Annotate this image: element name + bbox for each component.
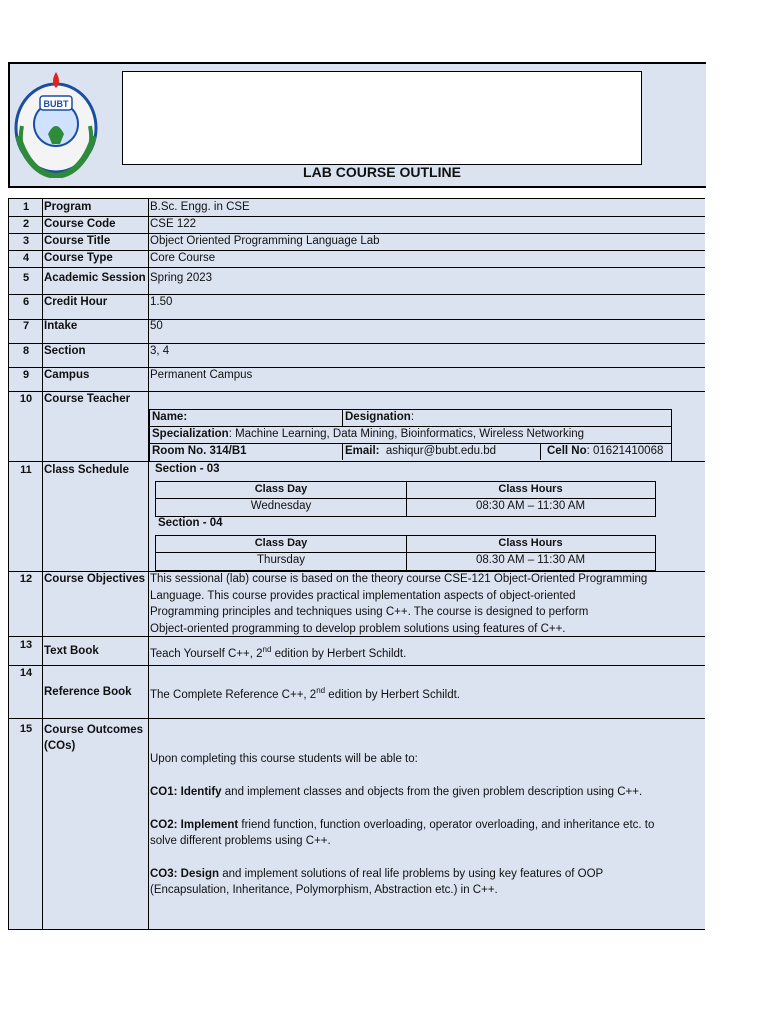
- teacher-cell: Cell No: 01621410068: [547, 445, 664, 457]
- reference-book-value: The Complete Reference C++, 2nd edition by Herbert Schildt.: [150, 686, 460, 701]
- co2: CO2: Implement friend function, function overloading, operator overloading, and inheritance etc. to solve different problems using C++.: [150, 819, 655, 847]
- schedule-table-section-04: Class Day Class Hours Thursday 08.30 AM – 11:30 AM: [155, 535, 656, 571]
- page-title: LAB COURSE OUTLINE: [303, 164, 461, 180]
- section-04-label: Section - 04: [158, 517, 223, 529]
- course-outline-table: 1 Program B.Sc. Engg. in CSE 2 Course Code CSE 122 3 Course Title Object Oriented Programming Language Lab 4 Course Type Core Course 5 Academic Session Spring 2023 6 Credit Hour 1.50 7 Intake 50 8 Section 3, 4 9 Campus Permanent Campus 10 Course Teacher Name: Designation: Specialization: Machine Learning, Data Mining, Bioinformatics, Wireless Networking Room No. 314/B1 Email: ashiqur@bubt.edu.bd Cell No: 01621410068 11 Class Schedule Section - 03 Class Day Class Hours Wednesday 08:30 AM – 11:30 AM Section - 04 Class Day Class Hours Thursday 08.30 AM – 11:30 AM 12 Course Objectives This sessional (lab) course is based on the theory course CSE-121 Object-Oriented Programming Language. This course provides practical implementation aspects of object-oriented Programming principles and techniques using C++. The course is designed to perform Object-oriented programming to develop problem solutions using features of C++. 13 Text Book Teach Yourself C++, 2nd edition by Herbert Schildt. 14 Reference Book The Complete Reference C++, 2nd edition by Herbert Schildt. 15 Course Outcomes (COs) Upon completing this course students will be able to: CO1: Identify and implement classes and objects from the given problem description using C++. CO2: Implement friend function, function overloading, operator overloading, and inheritance etc. to solve different problems using C++. CO3: Design and implement solutions of real life problems by using key features of OOP (Encapsulation, Inheritance, Polymorphism, Abstraction etc.) in C++.: [8, 198, 705, 930]
- course-outcomes-text: Upon completing this course students will be able to: CO1: Identify and implement classes and objects from the given problem description using C++. CO2: Implement friend function, function overloading, operator overloading, and inheritance etc. to solve different problems using C++. CO3: Design and implement solutions of real life problems by using key features of OOP (Encapsulation, Inheritance, Polymorphism, Abstraction etc.) in C++.: [150, 751, 675, 898]
- teacher-name-label: Name:: [152, 411, 188, 423]
- co3: CO3: Design and implement solutions of real life problems by using key features of OOP (Encapsulation, Inheritance, Polymorphism, Abstraction etc.) in C++.: [150, 868, 603, 896]
- title-box: [122, 71, 642, 165]
- section-03-label: Section - 03: [155, 463, 220, 475]
- university-logo-icon: [10, 66, 102, 178]
- teacher-email: Email: ashiqur@bubt.edu.bd: [345, 445, 497, 457]
- logo-text: BUBT: [43, 99, 69, 109]
- teacher-specialization: Specialization: Machine Learning, Data Mining, Bioinformatics, Wireless Networking: [152, 428, 585, 440]
- co1: CO1: Identify and implement classes and objects from the given problem description using C++.: [150, 786, 643, 798]
- course-objectives-text: This sessional (lab) course is based on the theory course CSE-121 Object-Oriented Programming Language. This course provides practical implementation aspects of object-oriented Programming principles and techniques using C++. The course is designed to perform Object-oriented programming to develop problem solutions using features of C++.: [150, 573, 648, 635]
- teacher-designation: Designation:: [345, 411, 415, 423]
- text-book-value: Teach Yourself C++, 2nd edition by Herbert Schildt.: [150, 645, 407, 660]
- header-block: [8, 62, 706, 188]
- schedule-table-section-03: Class Day Class Hours Wednesday 08:30 AM – 11:30 AM: [155, 481, 656, 517]
- teacher-room: Room No. 314/B1: [152, 445, 247, 457]
